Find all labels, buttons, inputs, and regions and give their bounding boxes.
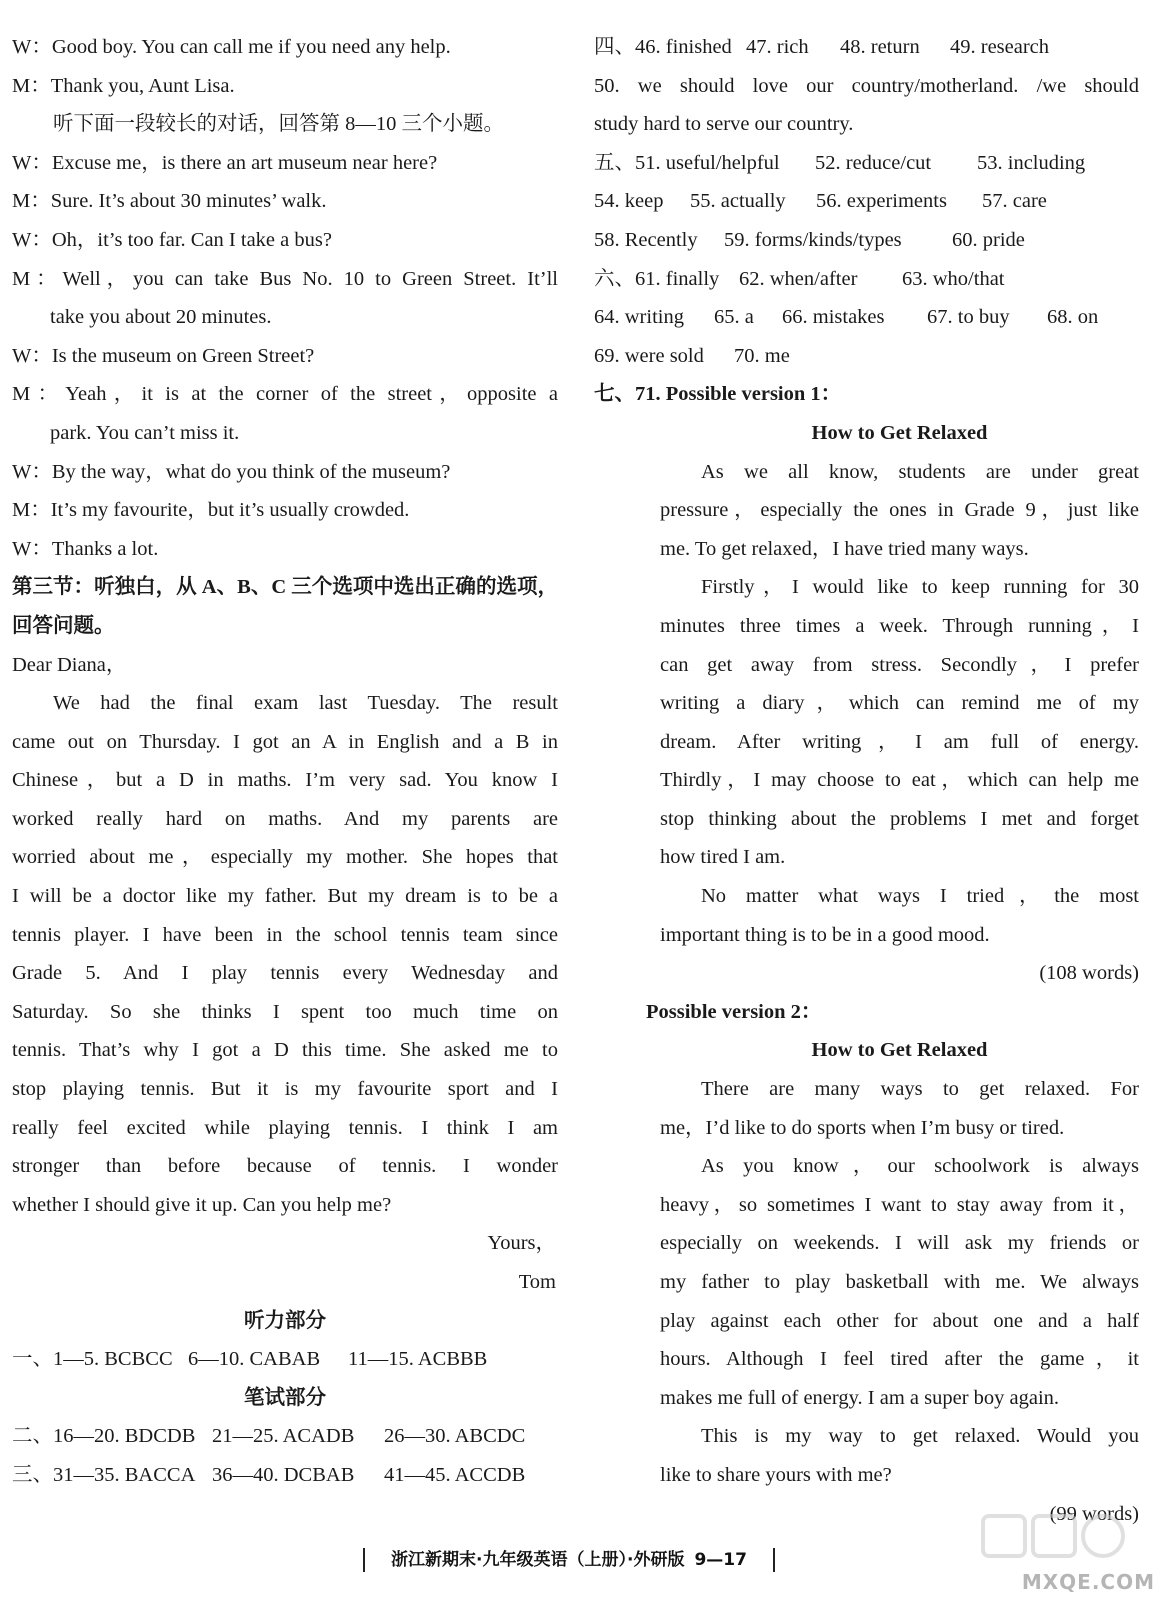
answer-item: 65. a — [714, 306, 754, 329]
letter-line: stronger than before because of tennis. I wonder — [12, 1155, 558, 1178]
word-count: (108 words) — [1039, 962, 1139, 985]
answer-item: 六、61. finally — [594, 267, 720, 290]
answer-item: 57. care — [982, 190, 1047, 213]
answer-line: 50. we should love our country/motherland. /we should — [594, 74, 1139, 97]
dialogue-line-cont: take you about 20 minutes. — [50, 306, 272, 329]
page-number: 9—17 — [694, 1550, 747, 1570]
answer-row — [594, 144, 1139, 183]
right-column — [594, 28, 1139, 1533]
answer-item: 62. when/after — [739, 267, 858, 290]
answer-item: 68. on — [1047, 306, 1099, 329]
letter-line: really feel excited while playing tennis. I think I am — [12, 1116, 558, 1139]
essay-line: can get away from stress. Secondly，I prefer — [660, 653, 1139, 676]
answer-group: 三、31—35. BACCA — [12, 1463, 196, 1486]
essay-line: makes me full of energy. I am a super boy again. — [660, 1386, 1060, 1409]
answer-section-title: 听力部分 — [244, 1309, 326, 1332]
answer-item: 56. experiments — [816, 190, 947, 213]
answer-item: 54. keep — [594, 190, 664, 213]
essay-line: me. To get relaxed，I have tried many ways. — [660, 537, 1029, 560]
dialogue-line: W：Is the museum on Green Street? — [12, 344, 315, 367]
answer-group: 一、1—5. BCBCC — [12, 1348, 173, 1371]
page-footer — [363, 1548, 775, 1572]
essay-line: play against each other for about one and a half — [660, 1309, 1139, 1332]
answer-item: 47. rich — [746, 36, 809, 58]
essay-line: important thing is to be in a good mood. — [660, 923, 990, 946]
essay-line: especially on weekends. I will ask my friends or — [660, 1232, 1139, 1255]
letter-line: Grade 5. And I play tennis every Wednesday and — [12, 962, 558, 985]
answer-row — [594, 260, 1139, 299]
answer-item: 63. who/that — [902, 267, 1005, 290]
answer-group: 26—30. ABCDC — [384, 1425, 526, 1448]
word-count: (99 words) — [1049, 1502, 1139, 1525]
essay-version-label: Possible version 2： — [646, 1000, 822, 1023]
essay-line: As we all know, students are under great — [701, 460, 1139, 483]
answer-row — [12, 1456, 558, 1495]
answer-item: 70. me — [734, 344, 790, 367]
essay-version-label: 七、71. Possible version 1： — [594, 383, 842, 406]
answer-item: 59. forms/kinds/types — [724, 228, 902, 251]
essay-line: Firstly，I would like to keep running for 30 — [701, 576, 1139, 599]
section-instruction: 听下面一段较长的对话，回答第 8—10 三个小题。 — [53, 113, 504, 136]
answer-row — [594, 28, 1139, 67]
letter-line: Saturday. So she thinks I spent too much time on — [12, 1000, 558, 1023]
essay-line: like to share yours with me? — [660, 1463, 892, 1486]
dialogue-line: M：Well，you can take Bus No. 10 to Green Street. It’ll — [12, 267, 558, 290]
essay-line: As you know，our schoolwork is always — [701, 1155, 1139, 1178]
dialogue-line: W：Thanks a lot. — [12, 537, 159, 560]
answer-item: 69. were sold — [594, 344, 704, 367]
answer-group: 36—40. DCBAB — [212, 1463, 355, 1486]
letter-line: We had the final exam last Tuesday. The result — [53, 692, 558, 715]
letter-line: stop playing tennis. But it is my favourite sport and I — [12, 1078, 558, 1101]
answer-section-title: 笔试部分 — [244, 1386, 326, 1409]
letter-line: tennis. That’s why I got a D this time. She asked me to — [12, 1039, 558, 1062]
letter-line: worked really hard on maths. And my parents are — [12, 807, 558, 830]
essay-line: There are many ways to get relaxed. For — [701, 1078, 1139, 1101]
footer-title: 浙江新期末·九年级英语（上册）·外研版 — [391, 1550, 685, 1570]
essay-line: This is my way to get relaxed. Would you — [701, 1425, 1139, 1448]
essay-line: how tired I am. — [660, 846, 786, 869]
essay-line: me，I’d like to do sports when I’m busy or tired. — [660, 1116, 1065, 1139]
answer-item: 五、51. useful/helpful — [594, 151, 780, 174]
dialogue-line: W：By the way，what do you think of the museum? — [12, 460, 451, 483]
left-column — [12, 28, 558, 1495]
answer-item: 60. pride — [952, 228, 1025, 251]
essay-line: Thirdly，I may choose to eat，which can help me — [660, 769, 1139, 792]
letter-line: I will be a doctor like my father. But my dream is to be a — [12, 885, 558, 908]
answer-row — [594, 298, 1139, 337]
essay-line: hours. Although I feel tired after the game，it — [660, 1348, 1139, 1371]
dialogue-line: W：Good boy. You can call me if you need any help. — [12, 36, 451, 58]
answer-item: 66. mistakes — [782, 306, 885, 329]
answer-row — [12, 1417, 558, 1456]
answer-row — [594, 221, 1139, 260]
answer-item: 53. including — [977, 151, 1086, 174]
dialogue-line: W：Oh，it’s too far. Can I take a bus? — [12, 228, 332, 251]
answer-item: 四、46. finished — [594, 36, 732, 58]
answer-item: 58. Recently — [594, 228, 698, 251]
answer-row — [594, 182, 1139, 221]
answer-item: 48. return — [840, 36, 920, 58]
letter-closing: Yours， — [487, 1232, 556, 1255]
letter-line: worried about me，especially my mother. She hopes that — [12, 846, 558, 869]
essay-line: my father to play basketball with me. We always — [660, 1271, 1139, 1293]
letter-line: came out on Thursday. I got an A in English and a B in — [12, 730, 558, 753]
answer-group: 11—15. ACBBB — [348, 1348, 488, 1371]
dialogue-line: M：Yeah，it is at the corner of the street，opposite a — [12, 383, 558, 406]
letter-line: Chinese，but a D in maths. I’m very sad. You know I — [12, 769, 558, 792]
dialogue-line-cont: park. You can’t miss it. — [50, 421, 240, 444]
essay-line: writing a diary，which can remind me of my — [660, 692, 1139, 715]
essay-line: minutes three times a week. Through running，I — [660, 614, 1139, 637]
essay-line: pressure，especially the ones in Grade 9，just like — [660, 499, 1139, 522]
essay-line: dream. After writing，I am full of energy. — [660, 730, 1139, 753]
answer-item: 64. writing — [594, 306, 684, 329]
essay-line: stop thinking about the problems I met and forget — [660, 807, 1139, 830]
dialogue-line: M：Thank you, Aunt Lisa. — [12, 74, 235, 97]
letter-line: whether I should give it up. Can you help me? — [12, 1193, 392, 1216]
letter-line: tennis player. I have been in the school tennis team since — [12, 923, 558, 946]
answer-row — [12, 1340, 558, 1379]
essay-line: heavy，so sometimes I want to stay away from it， — [660, 1193, 1139, 1216]
answer-group: 41—45. ACCDB — [384, 1463, 526, 1486]
dialogue-line: M：It’s my favourite，but it’s usually crowded. — [12, 499, 410, 522]
answer-item: 49. research — [950, 36, 1050, 58]
letter-salutation: Dear Diana， — [12, 653, 127, 676]
answer-row — [594, 337, 1139, 376]
section-heading-cont: 回答问题。 — [12, 614, 115, 637]
answer-item: 55. actually — [690, 190, 786, 213]
answer-item: 67. to buy — [927, 306, 1010, 329]
watermark-text: MXQE.COM — [1021, 1570, 1155, 1594]
answer-item: 52. reduce/cut — [815, 151, 932, 174]
answer-line: study hard to serve our country. — [594, 113, 854, 136]
letter-signature: Tom — [518, 1271, 556, 1293]
essay-title: How to Get Relaxed — [811, 1039, 988, 1062]
section-heading: 第三节：听独白，从 A、B、C 三个选项中选出正确的选项， — [12, 576, 558, 599]
essay-title: How to Get Relaxed — [811, 421, 988, 444]
dialogue-line: W：Excuse me，is there an art museum near here? — [12, 151, 438, 174]
answer-group: 6—10. CABAB — [188, 1348, 321, 1371]
answer-group: 二、16—20. BDCDB — [12, 1425, 196, 1448]
answer-group: 21—25. ACADB — [212, 1425, 355, 1448]
dialogue-line: M：Sure. It’s about 30 minutes’ walk. — [12, 190, 327, 213]
essay-line: No matter what ways I tried，the most — [701, 885, 1139, 908]
